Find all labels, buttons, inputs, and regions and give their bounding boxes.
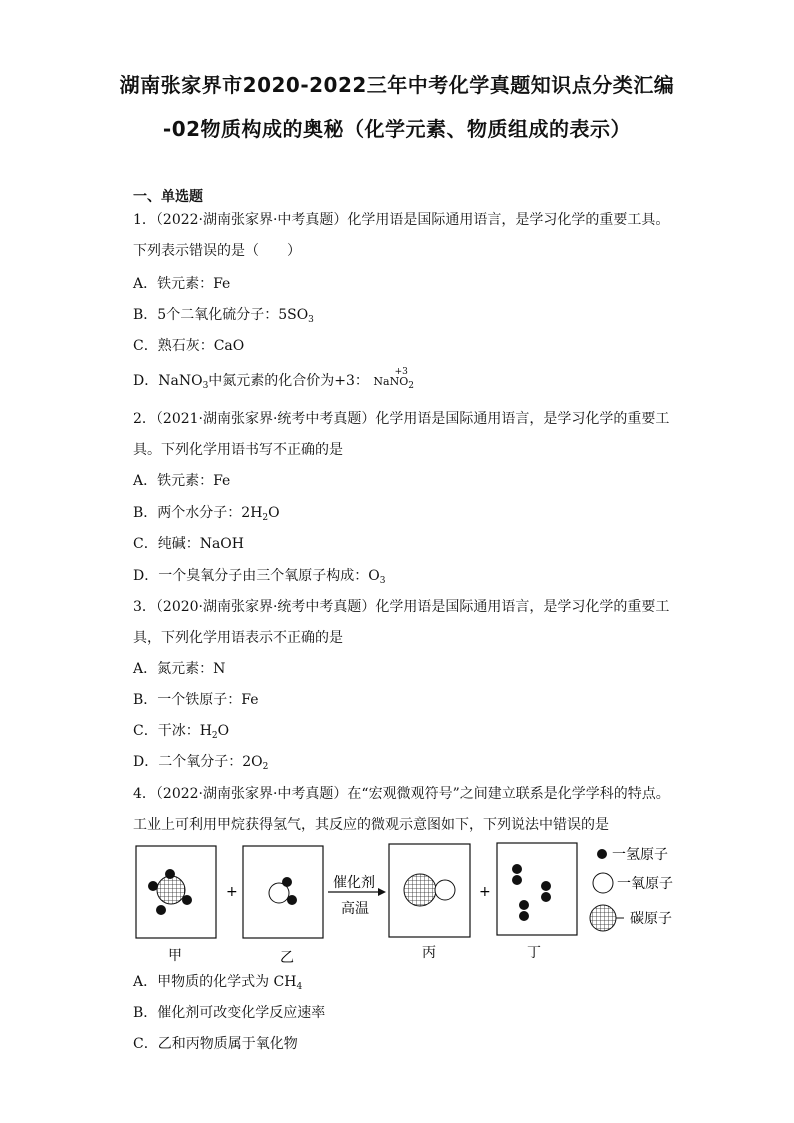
- carbon-atom: [157, 876, 185, 904]
- legend-hydrogen: 一氢原子: [612, 847, 668, 863]
- label-bing: 丙: [422, 945, 436, 961]
- q3-option-d: D．二个氧分子：$2O_2$: [133, 754, 269, 772]
- legend-hydrogen-icon: [597, 849, 607, 859]
- q3-option-a: A．氮元素：N: [133, 661, 226, 677]
- q1-stem-line-1: 1．（2022·湖南张家界·中考真题）化学用语是国际通用语言，是学习化学的重要工具。: [133, 212, 670, 228]
- q2-option-d: D．一个臭氧分子由三个氧原子构成：$O_3$: [133, 568, 386, 586]
- label-jia: 甲: [168, 948, 182, 964]
- label-ding: 丁: [527, 945, 541, 961]
- plus-sign-1: +: [226, 884, 238, 900]
- hydrogen-atom: [287, 895, 297, 905]
- hydrogen-atom: [541, 892, 551, 902]
- section-heading: 一、单选题: [133, 189, 203, 205]
- legend-carbon: 碳原子: [630, 911, 672, 927]
- plus-sign-2: +: [479, 884, 491, 900]
- hydrogen-atom: [512, 864, 522, 874]
- box-ding: [497, 843, 577, 935]
- q1-stem-line-2: 下列表示错误的是（ ）: [133, 243, 301, 259]
- q2-stem-line-1: 2．（2021·湖南张家界·统考中考真题）化学用语是国际通用语言，是学习化学的重要工: [133, 411, 670, 427]
- q4-stem-line-2: 工业上可利用甲烷获得氢气，其反应的微观示意图如下，下列说法中错误的是: [133, 817, 609, 833]
- q2-option-a: A．铁元素：Fe: [133, 473, 231, 489]
- q4-option-b: B．催化剂可改变化学反应速率: [133, 1005, 326, 1021]
- oxygen-atom: [435, 880, 455, 900]
- q3-stem-line-2: 具，下列化学用语表示不正确的是: [133, 630, 343, 646]
- hydrogen-atom: [148, 881, 158, 891]
- q4-option-c: C．乙和丙物质属于氧化物: [133, 1036, 298, 1052]
- q1-option-d: D．NaNO$_3$中氮元素的化合价为+3： Na +3 $NO_2$: [133, 367, 414, 391]
- q3-stem-line-1: 3．（2020·湖南张家界·统考中考真题）化学用语是国际通用语言，是学习化学的重要工: [133, 599, 670, 615]
- q2-option-c: C．纯碱：NaOH: [133, 536, 244, 552]
- hydrogen-atom: [519, 900, 529, 910]
- hydrogen-atom: [165, 869, 175, 879]
- q1-option-b: B．5个二氧化硫分子：$5SO_3$: [133, 307, 314, 325]
- legend-oxygen-icon: [593, 873, 613, 893]
- page-title-line-1: 湖南张家界市2020-2022三年中考化学真题知识点分类汇编: [119, 73, 675, 97]
- legend-carbon-icon: [590, 905, 616, 931]
- label-yi: 乙: [280, 950, 294, 966]
- q2-stem-line-2: 具。下列化学用语书写不正确的是: [133, 442, 343, 458]
- hydrogen-atom: [282, 877, 292, 887]
- hydrogen-atom: [541, 881, 551, 891]
- hydrogen-atom: [156, 905, 166, 915]
- condition-label: 高温: [341, 901, 369, 917]
- hydrogen-atom: [512, 875, 522, 885]
- catalyst-label: 催化剂: [333, 875, 375, 891]
- hydrogen-atom: [182, 895, 192, 905]
- q1-option-c: C．熟石灰：CaO: [133, 338, 245, 354]
- q2-option-b: B．两个水分子：$2H_2O$: [133, 505, 280, 523]
- page-title-line-2: -02物质构成的奥秘（化学元素、物质组成的表示）: [162, 117, 632, 141]
- q1-option-a: A．铁元素：Fe: [133, 276, 231, 292]
- q3-option-b: B．一个铁原子：Fe: [133, 692, 259, 708]
- hydrogen-atom: [519, 911, 529, 921]
- legend-oxygen: 一氧原子: [617, 876, 673, 892]
- q4-stem-line-1: 4．（2022·湖南张家界·中考真题）在“宏观微观符号”之间建立联系是化学学科的特点。: [133, 786, 670, 802]
- carbon-atom: [404, 874, 436, 906]
- q3-option-c: C．干冰：$H_2O$: [133, 723, 230, 741]
- q4-option-a: A．甲物质的化学式为 $CH_4$: [133, 974, 303, 992]
- arrow-head-icon: [378, 888, 386, 896]
